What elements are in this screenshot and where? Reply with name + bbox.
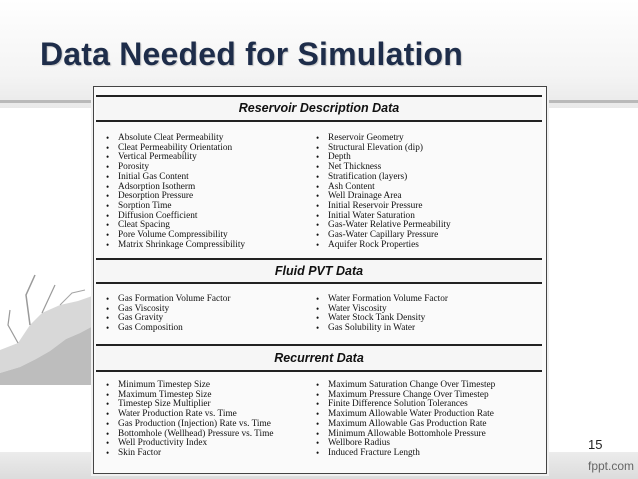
column-left [104, 381, 314, 459]
item-list [104, 295, 314, 334]
list-item: • Gas Composition [104, 324, 314, 334]
list-item: • Gas-Water Capillary Pressure [314, 231, 540, 241]
column-right [314, 381, 540, 459]
section-body-recurrent [100, 381, 540, 463]
list-item: • Minimum Timestep Size [104, 381, 314, 391]
list-item: • Initial Water Saturation [314, 212, 540, 222]
list-item: • Porosity [104, 163, 314, 173]
list-item: • Wellbore Radius [314, 439, 540, 449]
list-item: • Timestep Size Multiplier [104, 400, 314, 410]
list-item: • Structural Elevation (dip) [314, 144, 540, 154]
list-item: • Maximum Allowable Water Production Rate [314, 410, 540, 420]
list-item: • Gas-Water Relative Permeability [314, 221, 540, 231]
list-item: • Diffusion Coefficient [104, 212, 314, 222]
list-item: • Well Productivity Index [104, 439, 314, 449]
list-item: • Maximum Saturation Change Over Timestep [314, 381, 540, 391]
column-right [314, 134, 540, 250]
list-item: • Matrix Shrinkage Compressibility [104, 241, 314, 251]
list-item: • Aquifer Rock Properties [314, 241, 540, 251]
list-item: • Depth [314, 153, 540, 163]
list-item: • Water Production Rate vs. Time [104, 410, 314, 420]
item-list [104, 134, 314, 250]
list-item: • Adsorption Isotherm [104, 183, 314, 193]
slide-number: 15 [588, 437, 603, 452]
list-item: • Maximum Pressure Change Over Timestep [314, 391, 540, 401]
list-item: • Skin Factor [104, 449, 314, 459]
list-item: • Gas Viscosity [104, 305, 314, 315]
column-left [104, 134, 314, 250]
list-item: • Finite Difference Solution Tolerances [314, 400, 540, 410]
list-item: • Ash Content [314, 183, 540, 193]
list-item: • Water Stock Tank Density [314, 314, 540, 324]
list-item: • Absolute Cleat Permeability [104, 134, 314, 144]
list-item: • Sorption Time [104, 202, 314, 212]
list-item: • Cleat Spacing [104, 221, 314, 231]
list-item: • Water Formation Volume Factor [314, 295, 540, 305]
section-body-reservoir [100, 134, 540, 252]
cracked-wall-graphic [0, 255, 100, 385]
data-requirements-table [93, 86, 547, 474]
list-item: • Cleat Permeability Orientation [104, 144, 314, 154]
slide-title: Data Needed for Simulation [40, 36, 464, 72]
list-item: • Well Drainage Area [314, 192, 540, 202]
list-item: • Initial Reservoir Pressure [314, 202, 540, 212]
site-watermark: fppt.com [588, 459, 635, 473]
section-heading-reservoir: Reservoir Description Data [96, 95, 542, 122]
list-item: • Vertical Permeability [104, 153, 314, 163]
column-left [104, 295, 314, 334]
list-item: • Bottomhole (Wellhead) Pressure vs. Time [104, 430, 314, 440]
list-item: • Maximum Timestep Size [104, 391, 314, 401]
item-list [314, 134, 540, 250]
list-item: • Gas Formation Volume Factor [104, 295, 314, 305]
list-item: • Water Viscosity [314, 305, 540, 315]
list-item: • Desorption Pressure [104, 192, 314, 202]
item-list [104, 381, 314, 459]
list-item: • Stratification (layers) [314, 173, 540, 183]
section-body-fluid-pvt [100, 295, 540, 337]
list-item: • Reservoir Geometry [314, 134, 540, 144]
list-item: • Pore Volume Compressibility [104, 231, 314, 241]
list-item: • Gas Solubility in Water [314, 324, 540, 334]
item-list [314, 295, 540, 334]
section-heading-recurrent: Recurrent Data [96, 344, 542, 372]
list-item: • Maximum Allowable Gas Production Rate [314, 420, 540, 430]
list-item: • Initial Gas Content [104, 173, 314, 183]
list-item: • Minimum Allowable Bottomhole Pressure [314, 430, 540, 440]
list-item: • Gas Gravity [104, 314, 314, 324]
section-heading-fluid-pvt: Fluid PVT Data [96, 258, 542, 284]
list-item: • Induced Fracture Length [314, 449, 540, 459]
item-list [314, 381, 540, 459]
list-item: • Gas Production (Injection) Rate vs. Time [104, 420, 314, 430]
list-item: • Net Thickness [314, 163, 540, 173]
column-right [314, 295, 540, 334]
